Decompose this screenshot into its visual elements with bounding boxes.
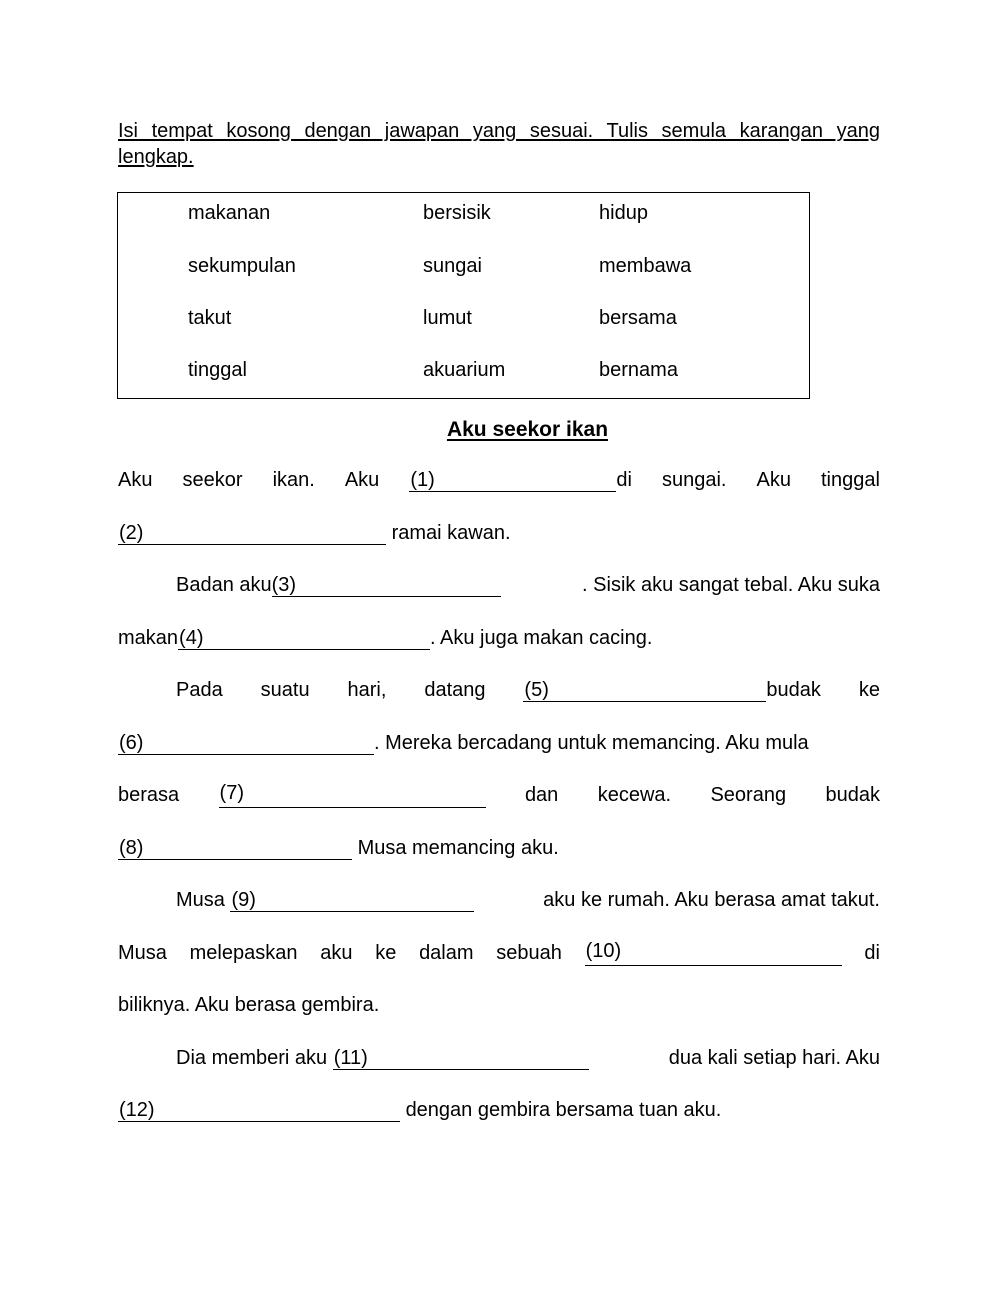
word: Pada xyxy=(176,679,223,701)
essay-line xyxy=(118,467,880,493)
word: datang xyxy=(424,679,486,701)
word: budak xyxy=(825,784,880,806)
word-bank-item: sungai xyxy=(423,255,482,277)
word: melepaskan xyxy=(189,942,298,964)
word-bank-item: membawa xyxy=(599,255,692,277)
word-bank-item: takut xyxy=(188,307,232,329)
essay-line xyxy=(118,782,880,808)
line-text xyxy=(176,572,501,598)
blank-8[interactable]: (8) xyxy=(118,837,352,860)
line-text: Badan aku xyxy=(176,574,272,596)
essay-title: Aku seekor ikan xyxy=(446,418,609,441)
essay-line xyxy=(118,625,652,651)
blank-6[interactable]: (6) xyxy=(118,732,374,755)
word: seekor xyxy=(182,469,243,491)
blank-5[interactable]: (5) xyxy=(523,679,766,702)
word-bank-box xyxy=(117,192,810,399)
word: Seorang xyxy=(710,784,787,806)
line-text: Musa xyxy=(176,889,225,911)
line-text: Dia memberi aku xyxy=(176,1047,328,1069)
word: berasa xyxy=(118,784,180,806)
word: sungai. xyxy=(661,469,727,491)
word-bank-item: makanan xyxy=(188,202,271,224)
line-text: biliknya. Aku berasa gembira. xyxy=(118,994,380,1016)
word: ke xyxy=(858,679,880,701)
blank-1[interactable]: (1) xyxy=(409,469,616,492)
word: budak xyxy=(766,679,821,701)
word: dan xyxy=(524,784,559,806)
word: Musa xyxy=(118,942,167,964)
word: dalam xyxy=(419,942,474,964)
essay-line xyxy=(176,572,880,598)
word: Aku xyxy=(344,469,380,491)
essay-line xyxy=(118,940,880,966)
word: kecewa. xyxy=(597,784,672,806)
word: sebuah xyxy=(496,942,562,964)
line-text: . Mereka bercadang untuk memancing. Aku mula xyxy=(374,732,809,754)
essay-line xyxy=(118,992,379,1018)
word: tinggal xyxy=(820,469,880,491)
word-bank-item: bersama xyxy=(599,307,677,329)
word-bank-item: hidup xyxy=(599,202,648,224)
line-text xyxy=(176,887,474,913)
word: ikan. xyxy=(272,469,315,491)
instruction-text: Isi tempat kosong dengan jawapan yang sesuai. Tulis semula karangan yang lengkap. xyxy=(118,120,880,168)
line-text: Musa memancing aku. xyxy=(357,837,559,859)
blank-2[interactable]: (2) xyxy=(118,522,386,545)
word: di xyxy=(864,942,880,964)
line-text: . Aku juga makan cacing. xyxy=(430,627,653,649)
word-bank-item: sekumpulan xyxy=(188,255,296,277)
word: hari, xyxy=(347,679,387,701)
line-text: makan xyxy=(118,627,179,649)
word-bank-item: bernama xyxy=(599,359,678,381)
line-text xyxy=(176,1045,589,1071)
essay-line xyxy=(176,677,880,703)
blank-12[interactable]: (12) xyxy=(118,1099,400,1122)
blank-7[interactable]: (7) xyxy=(219,782,486,808)
word-bank-item: akuarium xyxy=(423,359,506,381)
line-text: . Sisik aku sangat tebal. Aku suka xyxy=(582,574,880,596)
blank-group xyxy=(523,677,821,703)
essay-line xyxy=(118,1097,721,1123)
essay-line xyxy=(176,887,880,913)
line-text: dua kali setiap hari. Aku xyxy=(668,1047,880,1069)
word: Aku xyxy=(118,469,153,491)
line-text: aku ke rumah. Aku berasa amat takut. xyxy=(543,889,880,911)
word: ke xyxy=(375,942,397,964)
blank-9[interactable]: (9) xyxy=(230,889,474,912)
essay-line xyxy=(176,1045,880,1071)
essay-line xyxy=(118,835,559,861)
essay-line xyxy=(118,730,809,756)
blank-group xyxy=(409,467,632,493)
essay-line xyxy=(118,520,511,546)
word-bank-item: lumut xyxy=(423,307,472,329)
blank-3[interactable]: (3) xyxy=(272,574,501,597)
word-bank-item: bersisik xyxy=(423,202,491,224)
word-bank-item: tinggal xyxy=(188,359,247,381)
line-text: ramai kawan. xyxy=(391,522,511,544)
blank-4[interactable]: (4) xyxy=(178,627,430,650)
word: aku xyxy=(320,942,353,964)
blank-11[interactable]: (11) xyxy=(333,1047,589,1070)
word: Aku xyxy=(756,469,791,491)
line-text: dengan gembira bersama tuan aku. xyxy=(405,1099,722,1121)
word: suatu xyxy=(260,679,310,701)
blank-10[interactable]: (10) xyxy=(585,940,842,966)
word: di xyxy=(616,469,632,491)
